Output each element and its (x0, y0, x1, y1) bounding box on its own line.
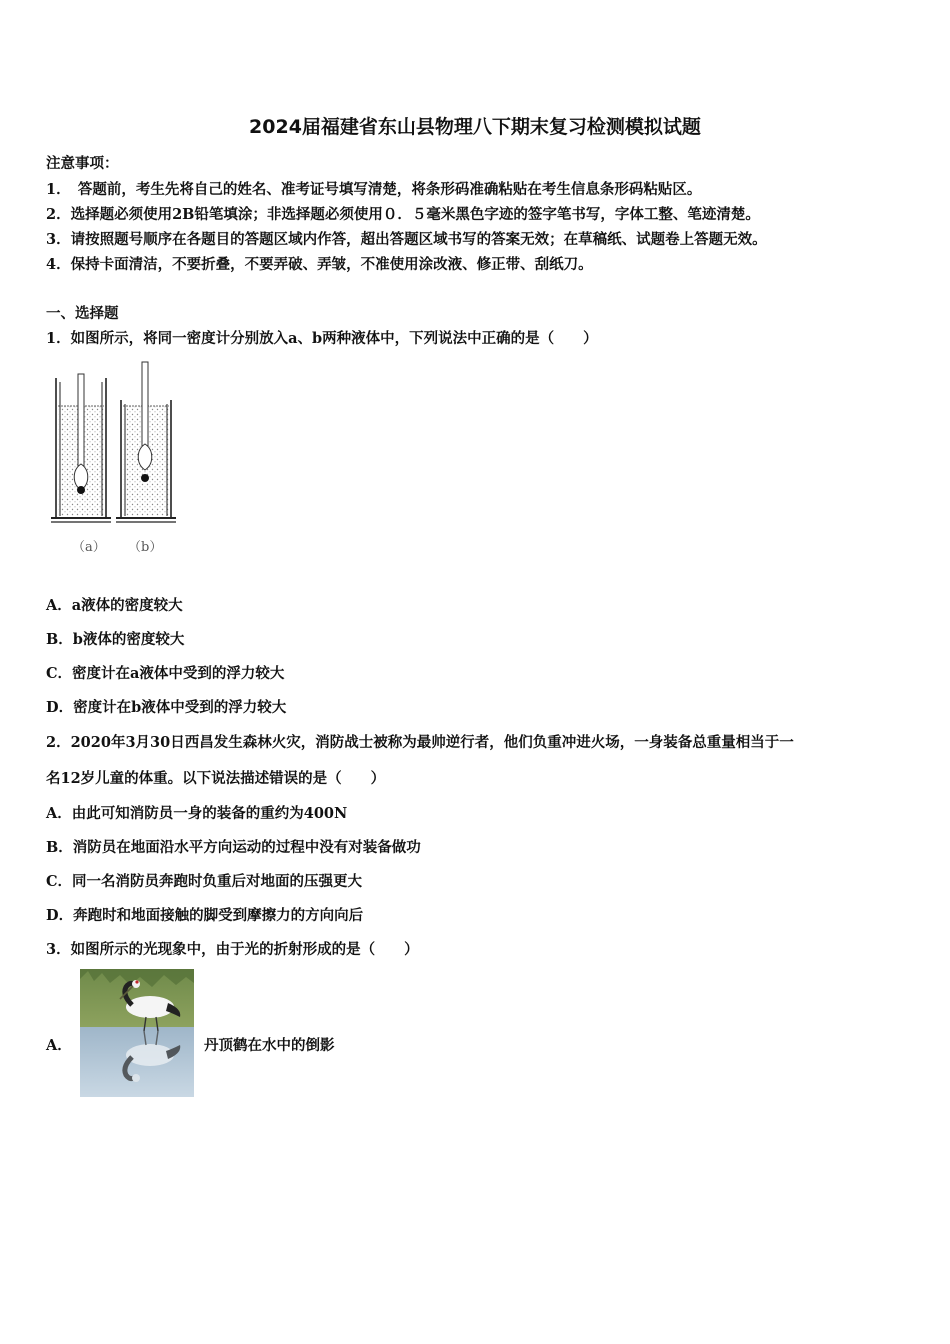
q1-option-a: A．a液体的密度较大 (46, 597, 183, 614)
figure-caption-b: （b） (128, 540, 163, 555)
q2-option-b: B．消防员在地面沿水平方向运动的过程中没有对装备做功 (46, 839, 421, 856)
notice-item: 2．选择题必须使用2B铅笔填涂；非选择题必须使用０．５毫米黑色字迹的签字笔书写，字体工整、笔迹清楚。 (46, 206, 760, 223)
figure-caption-a: （a） (72, 540, 106, 555)
question-3-stem: 3．如图所示的光现象中，由于光的折射形成的是（ ） (46, 941, 419, 958)
notice-item: 3．请按照题号顺序在各题目的答题区域内作答，超出答题区域书写的答案无效；在草稿纸、试题卷上答题无效。 (46, 231, 767, 248)
question-2-stem: 2．2020年3月30日西昌发生森林火灾，消防战士被称为最帅逆行者，他们负重冲进火场，一身装备总重量相当于一 (46, 734, 794, 751)
section-heading: 一、选择题 (46, 305, 119, 322)
q2-option-a: A．由此可知消防员一身的装备的重约为400N (46, 805, 348, 822)
q1-option-d: D．密度计在b液体中受到的浮力较大 (46, 699, 287, 716)
q1-option-c: C．密度计在a液体中受到的浮力较大 (46, 665, 285, 682)
q2-option-d: D．奔跑时和地面接触的脚受到摩擦力的方向向后 (46, 907, 364, 924)
q2-option-c: C．同一名消防员奔跑时负重后对地面的压强更大 (46, 873, 363, 890)
q3-option-a-label: A． (46, 1037, 72, 1054)
q3-option-a-text: 丹顶鹤在水中的倒影 (204, 1037, 335, 1054)
q1-option-b: B．b液体的密度较大 (46, 631, 185, 648)
question-1-stem: 1．如图所示，将同一密度计分别放入a、b两种液体中，下列说法中正确的是（ ） (46, 330, 598, 347)
notice-item: 1． 答题前，考生先将自己的姓名、准考证号填写清楚，将条形码准确粘贴在考生信息条形码粘贴区。 (46, 181, 702, 198)
crane-reflection-photo (80, 969, 194, 1097)
page-title: 2024届福建省东山县物理八下期末复习检测模拟试题 (249, 116, 701, 138)
hydrometer-figure (46, 358, 186, 528)
question-2-stem-cont: 名12岁儿童的体重。以下说法描述错误的是（ ） (46, 770, 386, 787)
notice-heading: 注意事项： (46, 155, 119, 172)
notice-item: 4．保持卡面清洁，不要折叠，不要弄破、弄皱，不准使用涂改液、修正带、刮纸刀。 (46, 256, 593, 273)
